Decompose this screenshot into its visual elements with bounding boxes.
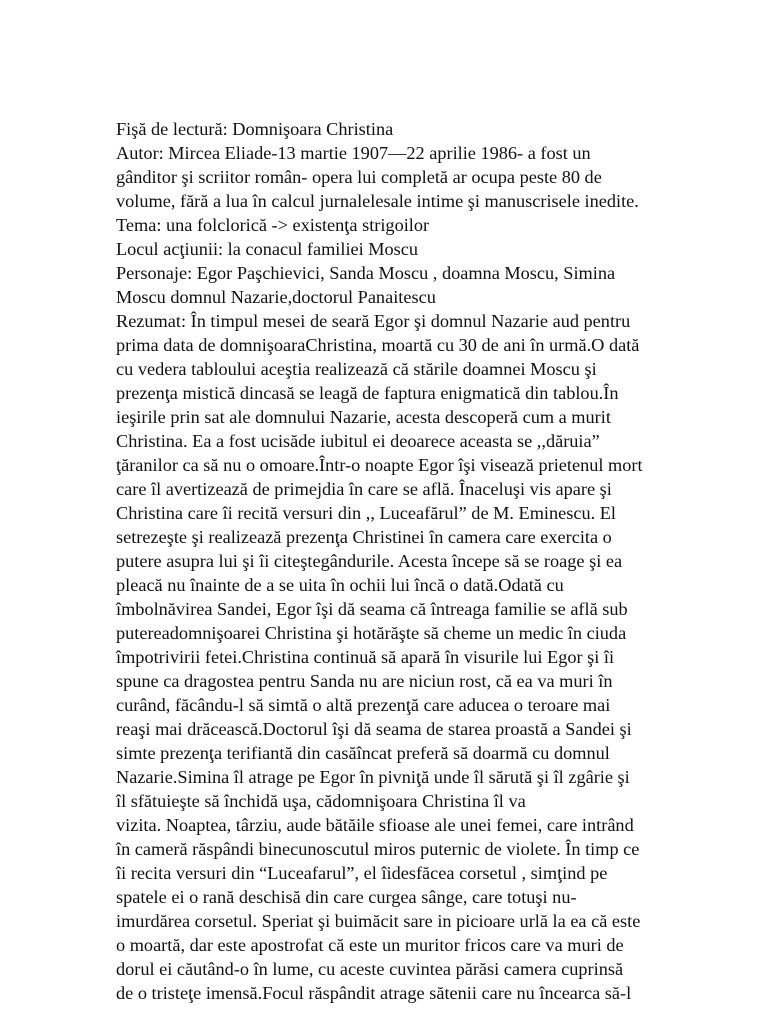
text-line: o moartă, dar este apostrofat că este un muritor fricos care va muri de <box>116 935 624 955</box>
text-line: volume, fără a lua în calcul jurnalelesale intime şi manuscrisele inedite. <box>116 191 639 211</box>
text-line: pleacă nu înainte de a se uita în ochii lui încă o dată.Odată cu <box>116 575 564 595</box>
text-line: putereadomnişoarei Christina şi hotărăşte să cheme un medic în ciuda <box>116 623 627 643</box>
text-line: reaşi mai drăcească.Doctorul îşi dă seama de starea proastă a Sandei şi <box>116 719 632 739</box>
text-line: putere asupra lui şi îi citeştegândurile. Acesta începe să se roage şi ea <box>116 551 623 571</box>
text-line: spatele ei o rană deschisă din care curgea sânge, care totuşi nu- <box>116 887 577 907</box>
text-line: de o tristeţe imensă.Focul răspândit atrage sătenii care nu încearca să-l <box>116 983 632 1003</box>
text-line: spune ca dragostea pentru Sanda nu are niciun rost, că ea va muri în <box>116 671 613 691</box>
text-line: Christina care îi recită versuri din ,, Luceafărul” de M. Eminescu. El <box>116 503 617 523</box>
text-line: gânditor şi scriitor român- opera lui completă ar ocupa peste 80 de <box>116 167 602 187</box>
text-line: dorul ei căutând-o în lume, cu aceste cuvintea părăsi camera cuprinsă <box>116 959 624 979</box>
document-title: Fişă de lectură: Domnişoara Christina <box>116 119 394 139</box>
text-line: ieşirile prin sat ale domnului Nazarie, acesta descoperă cum a murit <box>116 407 611 427</box>
text-line: Moscu domnul Nazarie,doctorul Panaitescu <box>116 287 436 307</box>
text-line: prezenţa mistică dincasă se leagă de faptura enigmatică din tablou.În <box>116 383 619 403</box>
text-line: Tema: una folclorică -> existenţa strigoilor <box>116 215 430 235</box>
text-line: care îl avertizează de primejdia în care se află. Înaceluşi vis apare şi <box>116 479 612 499</box>
text-line: Locul acţiunii: la conacul familiei Moscu <box>116 239 419 259</box>
text-line: în cameră răspândi binecunoscutul miros puternic de violete. În timp ce <box>116 839 640 859</box>
document-text <box>116 117 682 1005</box>
text-line: setrezeşte şi realizează prezenţa Christinei în camera care exercita o <box>116 527 612 547</box>
text-line: îi recita versuri din “Luceafarul”, el îidesfăcea corsetul , simţind pe <box>116 863 608 883</box>
text-line: îmbolnăvirea Sandei, Egor îşi dă seama că întreaga familie se află sub <box>116 599 628 619</box>
text-line: ţăranilor ca să nu o omoare.Într-o noapte Egor îşi visează prietenul mort <box>116 455 643 475</box>
text-line: simte prezenţa terifiantă din casăîncat preferă să doarmă cu domnul <box>116 743 610 763</box>
text-line: imurdărea corsetul. Speriat şi buimăcit sare in picioare urlă la ea că este <box>116 911 641 931</box>
text-line: vizita. Noaptea, târziu, aude bătăile sfioase ale unei femei, care intrând <box>116 815 634 835</box>
text-line: Rezumat: În timpul mesei de seară Egor şi domnul Nazarie aud pentru <box>116 311 631 331</box>
text-line: Nazarie.Simina îl atrage pe Egor în pivniţă unde îl sărută şi îl zgârie şi <box>116 767 630 787</box>
text-line: îl sfătuieşte să închidă uşa, cădomnişoara Christina îl va <box>116 791 526 811</box>
text-line: Personaje: Egor Paşchievici, Sanda Moscu , doamna Moscu, Simina <box>116 263 616 283</box>
text-line: Autor: Mircea Eliade-13 martie 1907—22 aprilie 1986- a fost un <box>116 143 591 163</box>
text-line: împotrivirii fetei.Christina continuă să apară în visurile lui Egor şi îi <box>116 647 615 667</box>
text-line: prima data de domnişoaraChristina, moartă cu 30 de ani în urmă.O dată <box>116 335 640 355</box>
text-line: Christina. Ea a fost ucisăde iubitul ei deoarece aceasta se ,,dăruia” <box>116 431 600 451</box>
text-line: curând, făcându-l să simtă o altă prezenţă care aducea o teroare mai <box>116 695 611 715</box>
text-line: cu vedera tabloului aceştia realizează că stările doamnei Moscu şi <box>116 359 597 379</box>
